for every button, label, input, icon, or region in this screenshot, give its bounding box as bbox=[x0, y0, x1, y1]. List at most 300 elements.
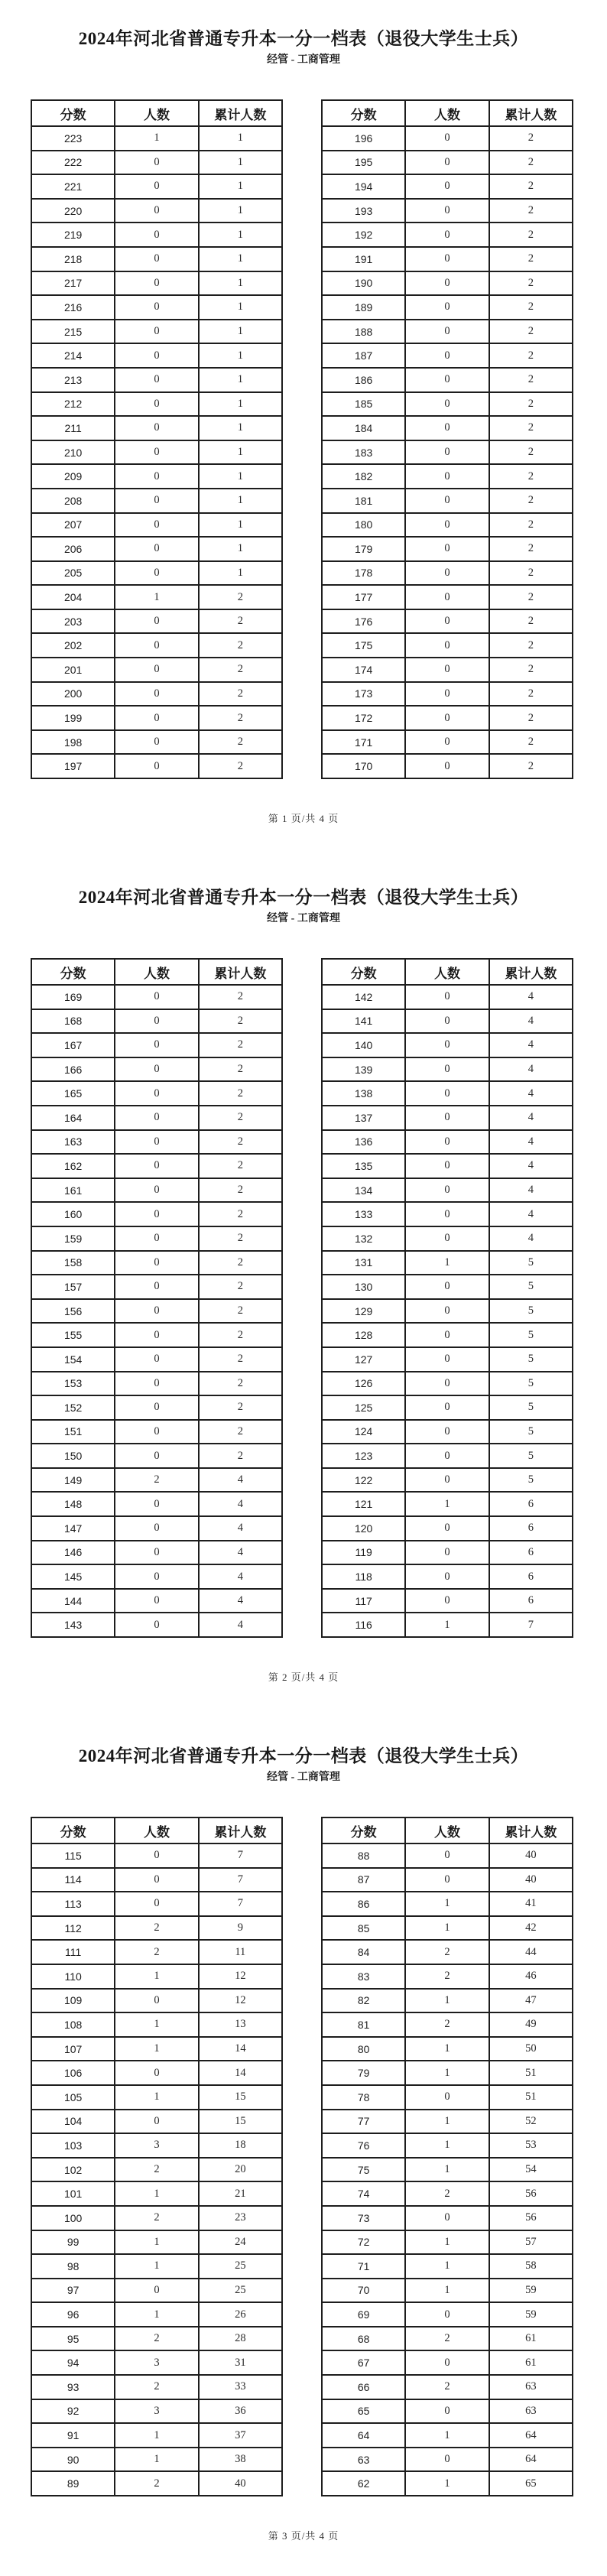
table-row bbox=[322, 1323, 573, 1347]
table-row bbox=[322, 1492, 573, 1516]
cumulative-cell: 11 bbox=[199, 1940, 282, 1964]
cumulative-cell: 2 bbox=[489, 174, 573, 199]
cumulative-cell: 40 bbox=[489, 1868, 573, 1892]
table-row bbox=[31, 368, 282, 392]
table-row bbox=[322, 1564, 573, 1589]
score-cell: 139 bbox=[322, 1057, 405, 1082]
score-cell: 98 bbox=[31, 2254, 115, 2279]
count-cell: 0 bbox=[405, 2448, 489, 2472]
score-cell: 68 bbox=[322, 2327, 405, 2351]
count-cell: 2 bbox=[405, 2181, 489, 2206]
table-row bbox=[31, 1420, 282, 1444]
count-cell: 0 bbox=[405, 754, 489, 778]
cumulative-cell: 53 bbox=[489, 2133, 573, 2158]
count-cell: 3 bbox=[115, 2350, 198, 2375]
table-row bbox=[31, 2327, 282, 2351]
cumulative-cell: 2 bbox=[489, 416, 573, 440]
table-row bbox=[322, 985, 573, 1009]
count-cell: 0 bbox=[405, 513, 489, 538]
score-cell: 170 bbox=[322, 754, 405, 778]
table-row bbox=[31, 1492, 282, 1516]
cumulative-cell: 40 bbox=[489, 1843, 573, 1868]
score-cell: 137 bbox=[322, 1106, 405, 1130]
table-row bbox=[322, 2399, 573, 2424]
count-cell: 0 bbox=[115, 223, 198, 247]
score-cell: 66 bbox=[322, 2375, 405, 2399]
count-cell: 0 bbox=[405, 537, 489, 561]
table-header bbox=[31, 959, 282, 985]
count-cell: 0 bbox=[405, 1275, 489, 1299]
count-cell: 0 bbox=[405, 295, 489, 320]
table-row bbox=[322, 1541, 573, 1565]
cumulative-cell: 2 bbox=[489, 658, 573, 682]
cumulative-cell: 61 bbox=[489, 2350, 573, 2375]
score-cell: 214 bbox=[31, 343, 115, 368]
table-row bbox=[322, 1251, 573, 1275]
score-cell: 201 bbox=[31, 658, 115, 682]
count-cell: 0 bbox=[405, 2350, 489, 2375]
table-row bbox=[31, 1251, 282, 1275]
score-cell: 222 bbox=[31, 151, 115, 175]
cumulative-cell: 2 bbox=[489, 682, 573, 707]
cumulative-cell: 1 bbox=[199, 416, 282, 440]
score-cell: 142 bbox=[322, 985, 405, 1009]
table-row bbox=[31, 1275, 282, 1299]
count-cell: 0 bbox=[115, 1395, 198, 1420]
score-cell: 67 bbox=[322, 2350, 405, 2375]
cumulative-cell: 6 bbox=[489, 1516, 573, 1541]
cumulative-cell: 51 bbox=[489, 2085, 573, 2110]
table-row bbox=[31, 1892, 282, 1916]
count-cell: 0 bbox=[405, 464, 489, 489]
score-cell: 146 bbox=[31, 1541, 115, 1565]
count-cell: 0 bbox=[115, 2061, 198, 2085]
table-row bbox=[31, 1940, 282, 1964]
score-cell: 96 bbox=[31, 2302, 115, 2327]
table-row bbox=[31, 174, 282, 199]
table-row bbox=[322, 2206, 573, 2230]
cumulative-cell: 2 bbox=[489, 537, 573, 561]
count-cell: 0 bbox=[115, 1275, 198, 1299]
table-row bbox=[31, 1347, 282, 1372]
score-cell: 141 bbox=[322, 1009, 405, 1034]
cumulative-cell: 2 bbox=[199, 1154, 282, 1178]
score-cell: 215 bbox=[31, 320, 115, 344]
table-row bbox=[31, 1057, 282, 1082]
count-cell: 2 bbox=[115, 2158, 198, 2182]
score-cell: 187 bbox=[322, 343, 405, 368]
score-cell: 74 bbox=[322, 2181, 405, 2206]
score-cell: 185 bbox=[322, 392, 405, 417]
table-row bbox=[322, 1299, 573, 1324]
table-row bbox=[31, 2012, 282, 2037]
table-row bbox=[322, 1275, 573, 1299]
table-row bbox=[322, 2423, 573, 2448]
cumulative-cell: 33 bbox=[199, 2375, 282, 2399]
count-cell: 2 bbox=[115, 2206, 198, 2230]
score-cell: 207 bbox=[31, 513, 115, 538]
score-cell: 124 bbox=[322, 1420, 405, 1444]
count-cell: 0 bbox=[405, 585, 489, 609]
count-cell: 1 bbox=[115, 2012, 198, 2037]
table-row bbox=[322, 1916, 573, 1941]
cumulative-cell: 1 bbox=[199, 489, 282, 513]
count-cell: 1 bbox=[115, 2448, 198, 2472]
score-cell: 88 bbox=[322, 1843, 405, 1868]
score-cell: 186 bbox=[322, 368, 405, 392]
score-cell: 195 bbox=[322, 151, 405, 175]
column-header: 累计人数 bbox=[489, 959, 573, 985]
table-row bbox=[31, 247, 282, 271]
count-cell: 2 bbox=[115, 1468, 198, 1493]
cumulative-cell: 63 bbox=[489, 2399, 573, 2424]
page-title: 2024年河北省普通专升本一分一档表（退役大学生士兵） bbox=[78, 1746, 529, 1766]
table-row bbox=[31, 1468, 282, 1493]
count-cell: 0 bbox=[115, 2279, 198, 2303]
cumulative-cell: 9 bbox=[199, 1916, 282, 1941]
cumulative-cell: 1 bbox=[199, 223, 282, 247]
cumulative-cell: 2 bbox=[199, 633, 282, 658]
count-cell: 0 bbox=[405, 1154, 489, 1178]
page-title: 2024年河北省普通专升本一分一档表（退役大学生士兵） bbox=[78, 888, 529, 907]
score-cell: 172 bbox=[322, 706, 405, 730]
cumulative-cell: 23 bbox=[199, 2206, 282, 2230]
score-cell: 159 bbox=[31, 1226, 115, 1251]
score-cell: 205 bbox=[31, 561, 115, 586]
count-cell: 1 bbox=[405, 2254, 489, 2279]
table-row bbox=[31, 706, 282, 730]
column-header: 累计人数 bbox=[489, 1817, 573, 1843]
table-row bbox=[322, 1226, 573, 1251]
count-cell: 0 bbox=[405, 1541, 489, 1565]
cumulative-cell: 4 bbox=[489, 1226, 573, 1251]
cumulative-cell: 14 bbox=[199, 2037, 282, 2061]
count-cell: 0 bbox=[115, 1989, 198, 2013]
cumulative-cell: 54 bbox=[489, 2158, 573, 2182]
table-row bbox=[322, 2085, 573, 2110]
score-cell: 180 bbox=[322, 513, 405, 538]
score-cell: 95 bbox=[31, 2327, 115, 2351]
cumulative-cell: 2 bbox=[489, 754, 573, 778]
page bbox=[0, 0, 607, 859]
score-table-left bbox=[31, 1817, 283, 2496]
table-row bbox=[322, 1516, 573, 1541]
score-cell: 147 bbox=[31, 1516, 115, 1541]
count-cell: 0 bbox=[115, 1420, 198, 1444]
count-cell: 0 bbox=[405, 1202, 489, 1226]
score-cell: 65 bbox=[322, 2399, 405, 2424]
count-cell: 0 bbox=[115, 682, 198, 707]
score-cell: 109 bbox=[31, 1989, 115, 2013]
table-row bbox=[31, 2350, 282, 2375]
table-header bbox=[322, 959, 573, 985]
table-row bbox=[31, 1843, 282, 1868]
cumulative-cell: 56 bbox=[489, 2181, 573, 2206]
count-cell: 2 bbox=[405, 1964, 489, 1989]
count-cell: 0 bbox=[115, 1130, 198, 1155]
cumulative-cell: 52 bbox=[489, 2110, 573, 2134]
table-row bbox=[322, 440, 573, 465]
score-cell: 210 bbox=[31, 440, 115, 465]
table-row bbox=[322, 2012, 573, 2037]
count-cell: 0 bbox=[115, 1323, 198, 1347]
score-cell: 134 bbox=[322, 1178, 405, 1203]
cumulative-cell: 21 bbox=[199, 2181, 282, 2206]
table-row bbox=[322, 633, 573, 658]
score-cell: 136 bbox=[322, 1130, 405, 1155]
table-row bbox=[31, 754, 282, 778]
cumulative-cell: 26 bbox=[199, 2302, 282, 2327]
table-row bbox=[322, 1154, 573, 1178]
table-row bbox=[322, 2254, 573, 2279]
count-cell: 0 bbox=[405, 682, 489, 707]
count-cell: 0 bbox=[405, 561, 489, 586]
cumulative-cell: 5 bbox=[489, 1347, 573, 1372]
cumulative-cell: 51 bbox=[489, 2061, 573, 2085]
cumulative-cell: 2 bbox=[199, 1033, 282, 1057]
cumulative-cell: 4 bbox=[199, 1541, 282, 1565]
cumulative-cell: 4 bbox=[199, 1516, 282, 1541]
count-cell: 0 bbox=[405, 199, 489, 223]
score-cell: 132 bbox=[322, 1226, 405, 1251]
column-header: 累计人数 bbox=[489, 100, 573, 126]
column-header: 分数 bbox=[31, 100, 115, 126]
table-row bbox=[322, 2133, 573, 2158]
score-cell: 91 bbox=[31, 2423, 115, 2448]
score-cell: 135 bbox=[322, 1154, 405, 1178]
count-cell: 1 bbox=[405, 1916, 489, 1941]
count-cell: 2 bbox=[405, 1940, 489, 1964]
table-header bbox=[322, 1817, 573, 1843]
score-cell: 156 bbox=[31, 1299, 115, 1324]
count-cell: 2 bbox=[115, 2471, 198, 2496]
score-cell: 138 bbox=[322, 1081, 405, 1106]
score-cell: 113 bbox=[31, 1892, 115, 1916]
count-cell: 0 bbox=[115, 1081, 198, 1106]
score-cell: 219 bbox=[31, 223, 115, 247]
table-row bbox=[322, 1892, 573, 1916]
cumulative-cell: 1 bbox=[199, 440, 282, 465]
cumulative-cell: 2 bbox=[199, 1347, 282, 1372]
cumulative-cell: 13 bbox=[199, 2012, 282, 2037]
page-footer: 第 2 页/共 4 页 bbox=[268, 1671, 339, 1683]
count-cell: 0 bbox=[115, 489, 198, 513]
cumulative-cell: 5 bbox=[489, 1468, 573, 1493]
cumulative-cell: 2 bbox=[199, 1251, 282, 1275]
count-cell: 0 bbox=[405, 1033, 489, 1057]
page bbox=[0, 1717, 607, 2576]
score-cell: 86 bbox=[322, 1892, 405, 1916]
page bbox=[0, 859, 607, 1717]
count-cell: 0 bbox=[405, 633, 489, 658]
count-cell: 0 bbox=[405, 1516, 489, 1541]
table-row bbox=[322, 1444, 573, 1468]
score-cell: 76 bbox=[322, 2133, 405, 2158]
cumulative-cell: 2 bbox=[199, 1420, 282, 1444]
header-row bbox=[322, 959, 573, 985]
header-row bbox=[31, 1817, 282, 1843]
count-cell: 0 bbox=[115, 199, 198, 223]
page-subtitle: 经管 - 工商管理 bbox=[267, 1772, 340, 1783]
table-row bbox=[31, 682, 282, 707]
score-cell: 152 bbox=[31, 1395, 115, 1420]
table-row bbox=[31, 1009, 282, 1034]
table-row bbox=[31, 1299, 282, 1324]
cumulative-cell: 14 bbox=[199, 2061, 282, 2085]
score-cell: 116 bbox=[322, 1613, 405, 1637]
score-cell: 117 bbox=[322, 1589, 405, 1613]
table-row bbox=[322, 2230, 573, 2255]
count-cell: 1 bbox=[405, 1613, 489, 1637]
cumulative-cell: 7 bbox=[489, 1613, 573, 1637]
table-row bbox=[322, 513, 573, 538]
count-cell: 0 bbox=[115, 271, 198, 296]
count-cell: 0 bbox=[405, 1372, 489, 1396]
table-row bbox=[31, 513, 282, 538]
cumulative-cell: 2 bbox=[489, 223, 573, 247]
table-row bbox=[31, 561, 282, 586]
score-cell: 223 bbox=[31, 126, 115, 151]
score-cell: 108 bbox=[31, 2012, 115, 2037]
table-row bbox=[31, 2254, 282, 2279]
count-cell: 1 bbox=[405, 2423, 489, 2448]
score-cell: 161 bbox=[31, 1178, 115, 1203]
table-header bbox=[31, 100, 282, 126]
count-cell: 0 bbox=[115, 1843, 198, 1868]
table-row bbox=[31, 609, 282, 634]
count-cell: 0 bbox=[405, 489, 489, 513]
count-cell: 0 bbox=[115, 706, 198, 730]
count-cell: 0 bbox=[115, 464, 198, 489]
cumulative-cell: 59 bbox=[489, 2279, 573, 2303]
table-row bbox=[31, 199, 282, 223]
cumulative-cell: 2 bbox=[199, 1202, 282, 1226]
cumulative-cell: 5 bbox=[489, 1372, 573, 1396]
cumulative-cell: 2 bbox=[199, 985, 282, 1009]
count-cell: 0 bbox=[405, 730, 489, 755]
score-cell: 69 bbox=[322, 2302, 405, 2327]
score-cell: 102 bbox=[31, 2158, 115, 2182]
score-cell: 129 bbox=[322, 1299, 405, 1324]
table-row bbox=[31, 464, 282, 489]
column-header: 累计人数 bbox=[199, 1817, 282, 1843]
score-cell: 71 bbox=[322, 2254, 405, 2279]
cumulative-cell: 41 bbox=[489, 1892, 573, 1916]
score-cell: 151 bbox=[31, 1420, 115, 1444]
cumulative-cell: 7 bbox=[199, 1892, 282, 1916]
cumulative-cell: 2 bbox=[199, 682, 282, 707]
count-cell: 0 bbox=[405, 985, 489, 1009]
table-row bbox=[322, 2327, 573, 2351]
score-cell: 110 bbox=[31, 1964, 115, 1989]
score-cell: 94 bbox=[31, 2350, 115, 2375]
score-cell: 194 bbox=[322, 174, 405, 199]
cumulative-cell: 2 bbox=[199, 1444, 282, 1468]
table-row bbox=[322, 489, 573, 513]
score-cell: 111 bbox=[31, 1940, 115, 1964]
table-row bbox=[322, 320, 573, 344]
score-cell: 158 bbox=[31, 1251, 115, 1275]
count-cell: 1 bbox=[405, 2133, 489, 2158]
count-cell: 0 bbox=[115, 416, 198, 440]
table-row bbox=[31, 2230, 282, 2255]
count-cell: 1 bbox=[405, 2110, 489, 2134]
count-cell: 0 bbox=[405, 1226, 489, 1251]
count-cell: 1 bbox=[405, 2279, 489, 2303]
score-cell: 75 bbox=[322, 2158, 405, 2182]
cumulative-cell: 2 bbox=[489, 151, 573, 175]
cumulative-cell: 1 bbox=[199, 271, 282, 296]
page-footer: 第 3 页/共 4 页 bbox=[268, 2530, 339, 2542]
cumulative-cell: 1 bbox=[199, 513, 282, 538]
cumulative-cell: 4 bbox=[489, 985, 573, 1009]
count-cell: 1 bbox=[405, 2471, 489, 2496]
table-row bbox=[31, 1444, 282, 1468]
count-cell: 0 bbox=[405, 440, 489, 465]
count-cell: 0 bbox=[115, 609, 198, 634]
table-row bbox=[322, 1130, 573, 1155]
column-header: 人数 bbox=[115, 959, 198, 985]
count-cell: 0 bbox=[115, 1868, 198, 1892]
count-cell: 0 bbox=[405, 1106, 489, 1130]
count-cell: 1 bbox=[405, 2037, 489, 2061]
table-row bbox=[322, 1843, 573, 1868]
cumulative-cell: 1 bbox=[199, 247, 282, 271]
cumulative-cell: 1 bbox=[199, 464, 282, 489]
count-cell: 0 bbox=[115, 151, 198, 175]
table-row bbox=[322, 1468, 573, 1493]
count-cell: 0 bbox=[405, 247, 489, 271]
cumulative-cell: 2 bbox=[489, 295, 573, 320]
table-row bbox=[31, 416, 282, 440]
table-row bbox=[322, 247, 573, 271]
cumulative-cell: 4 bbox=[489, 1130, 573, 1155]
cumulative-cell: 4 bbox=[199, 1468, 282, 1493]
table-row bbox=[31, 151, 282, 175]
table-row bbox=[322, 2302, 573, 2327]
score-cell: 208 bbox=[31, 489, 115, 513]
count-cell: 1 bbox=[405, 1989, 489, 2013]
cumulative-cell: 1 bbox=[199, 561, 282, 586]
table-row bbox=[322, 1420, 573, 1444]
cumulative-cell: 12 bbox=[199, 1989, 282, 2013]
table-row bbox=[31, 1916, 282, 1941]
count-cell: 0 bbox=[115, 1516, 198, 1541]
table-row bbox=[31, 2181, 282, 2206]
score-cell: 126 bbox=[322, 1372, 405, 1396]
count-cell: 1 bbox=[405, 1251, 489, 1275]
count-cell: 1 bbox=[405, 2061, 489, 2085]
cumulative-cell: 6 bbox=[489, 1564, 573, 1589]
cumulative-cell: 2 bbox=[489, 561, 573, 586]
score-cell: 97 bbox=[31, 2279, 115, 2303]
count-cell: 2 bbox=[115, 1916, 198, 1941]
table-row bbox=[31, 2037, 282, 2061]
count-cell: 0 bbox=[405, 1130, 489, 1155]
table-row bbox=[322, 1009, 573, 1034]
score-cell: 200 bbox=[31, 682, 115, 707]
table-row bbox=[322, 706, 573, 730]
table-row bbox=[322, 1964, 573, 1989]
score-cell: 217 bbox=[31, 271, 115, 296]
score-cell: 218 bbox=[31, 247, 115, 271]
count-cell: 0 bbox=[115, 343, 198, 368]
count-cell: 0 bbox=[405, 609, 489, 634]
cumulative-cell: 1 bbox=[199, 199, 282, 223]
count-cell: 0 bbox=[115, 174, 198, 199]
score-table-right bbox=[321, 958, 573, 1638]
cumulative-cell: 1 bbox=[199, 392, 282, 417]
